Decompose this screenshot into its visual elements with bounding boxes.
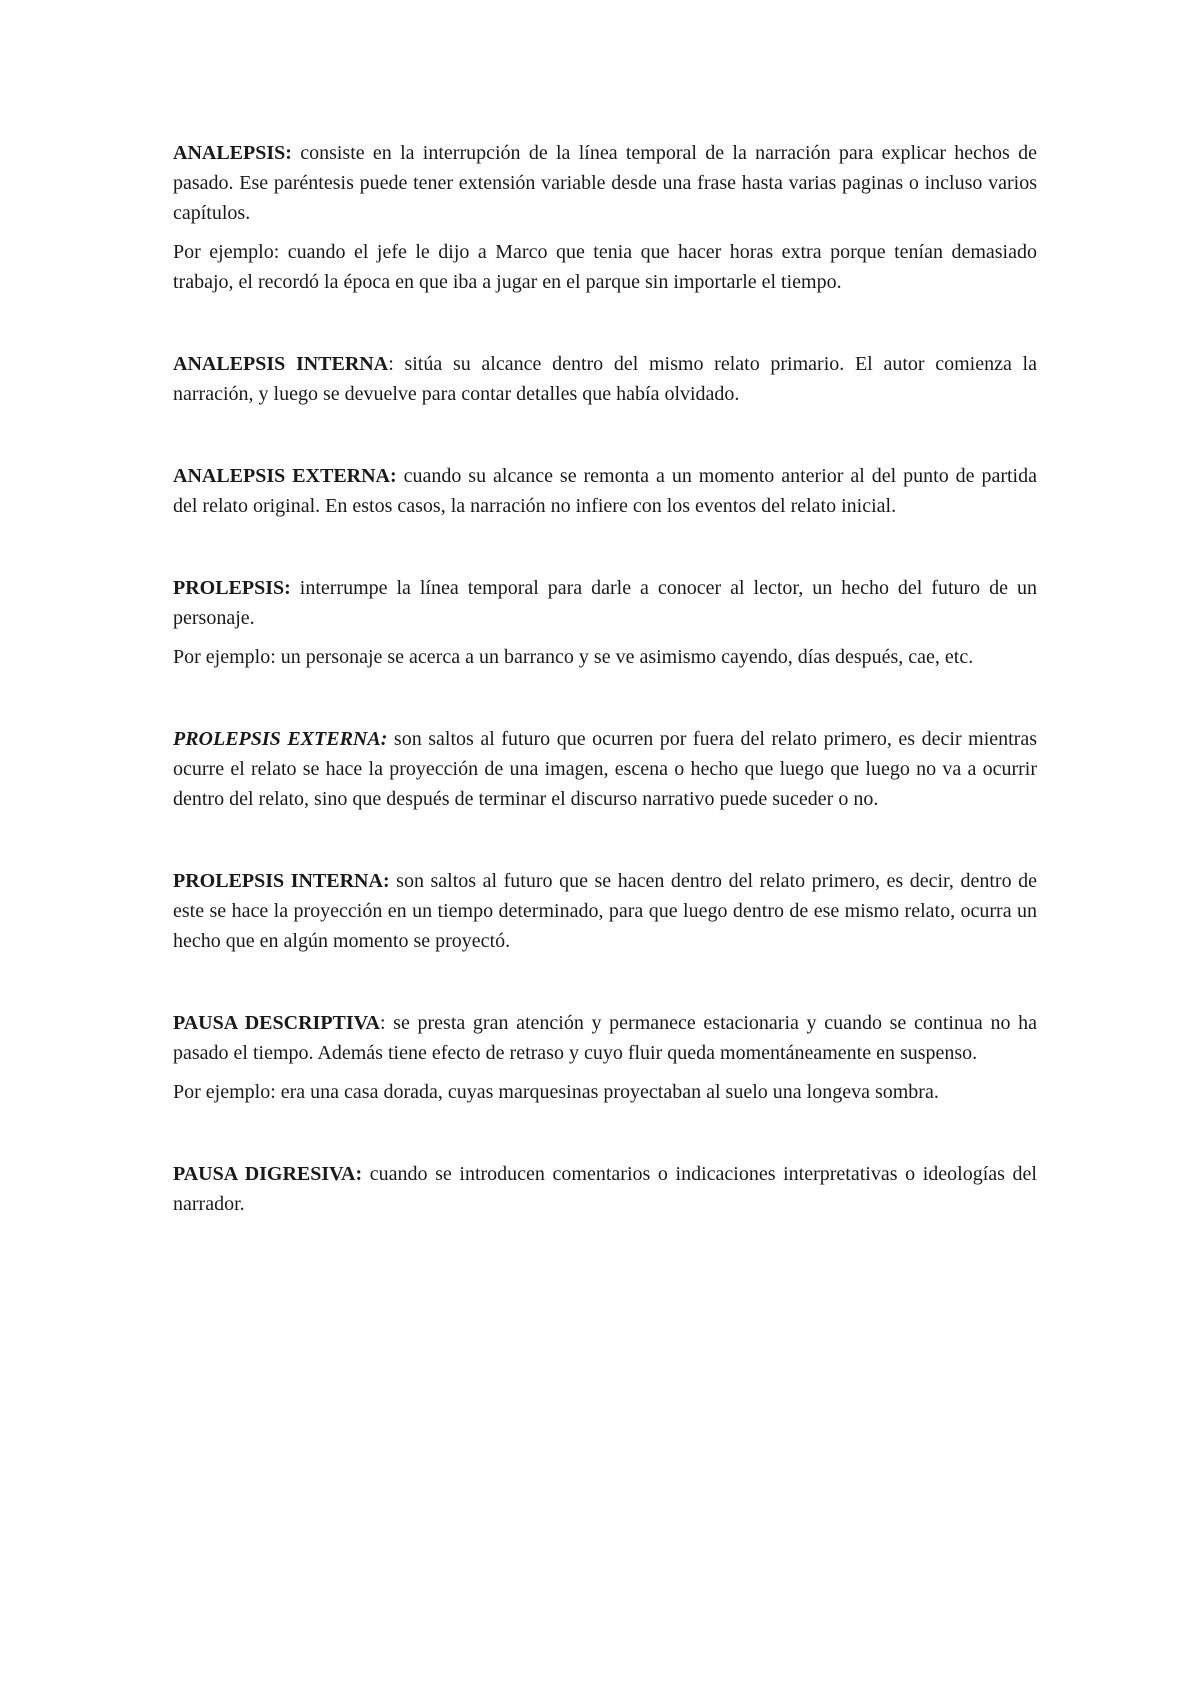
definition-text: interrumpe la línea temporal para darle a conocer al lector, un hecho del futuro de un personaje. [173,577,1037,629]
definition-text: son saltos al futuro que se hacen dentro del relato primero, es decir, dentro de este se hace la proyección en un tiempo determinado, para que luego dentro de ese mismo relato, ocurra un hecho que en algún momento se proyectó. [173,870,1038,952]
definition-text: consiste en la interrupción de la línea temporal de la narración para explicar hechos de pasado. Ese paréntesis puede tener extensión variable desde una frase hasta varias paginas o incluso varios capítulos. [173,142,1037,224]
definition-text: cuando se introducen comentarios o indicaciones interpretativas o ideologías del narrador. [173,1163,1037,1215]
term-prolepsis: PROLEPSIS: [173,577,291,599]
definition-analepsis-interna [173,349,1037,409]
example-prolepsis: Por ejemplo: un personaje se acerca a un barranco y se ve asimismo cayendo, días después, cae, etc. [173,646,974,668]
term-pausa-descriptiva: PAUSA DESCRIPTIVA [173,1012,380,1034]
definition-prolepsis-externa [173,724,1037,814]
term-analepsis: ANALEPSIS: [173,142,292,164]
example-analepsis: Por ejemplo: cuando el jefe le dijo a Marco que tenia que hacer horas extra porque tenían demasiado trabajo, el recordó la época en que iba a jugar en el parque sin importarle el tiempo. [173,241,1037,293]
definition-text: : se presta gran atención y permanece estacionaria y cuando se continua no ha pasado el tiempo. Además tiene efecto de retraso y cuyo fluir queda momentáneamente en suspenso. [173,1012,1037,1064]
term-prolepsis-externa: PROLEPSIS EXTERNA: [173,728,388,750]
definition-prolepsis [173,573,1037,633]
definition-analepsis [173,138,1037,228]
term-analepsis-interna: ANALEPSIS INTERNA [173,353,389,375]
definition-analepsis-externa [173,461,1037,521]
definition-text: : sitúa su alcance dentro del mismo relato primario. El autor comienza la narración, y luego se devuelve para contar detalles que había olvidado. [173,353,1037,405]
term-prolepsis-interna: PROLEPSIS INTERNA: [173,870,390,892]
example-pausa-descriptiva: Por ejemplo: era una casa dorada, cuyas marquesinas proyectaban al suelo una longeva sombra. [173,1081,939,1103]
definition-prolepsis-interna [173,866,1037,956]
term-analepsis-externa: ANALEPSIS EXTERNA: [173,465,397,487]
term-pausa-digresiva: PAUSA DIGRESIVA: [173,1163,363,1185]
definition-text: son saltos al futuro que ocurren por fuera del relato primero, es decir mientras ocurre el relato se hace la proyección de una imagen, escena o hecho que luego que luego no va a ocurrir dentro del relato, sino que después de terminar el discurso narrativo puede suceder o no. [173,728,1038,810]
definition-pausa-descriptiva [173,1008,1037,1068]
definition-text: cuando su alcance se remonta a un momento anterior al del punto de partida del relato original. En estos casos, la narración no infiere con los eventos del relato inicial. [173,465,1037,517]
definition-pausa-digresiva [173,1159,1037,1219]
